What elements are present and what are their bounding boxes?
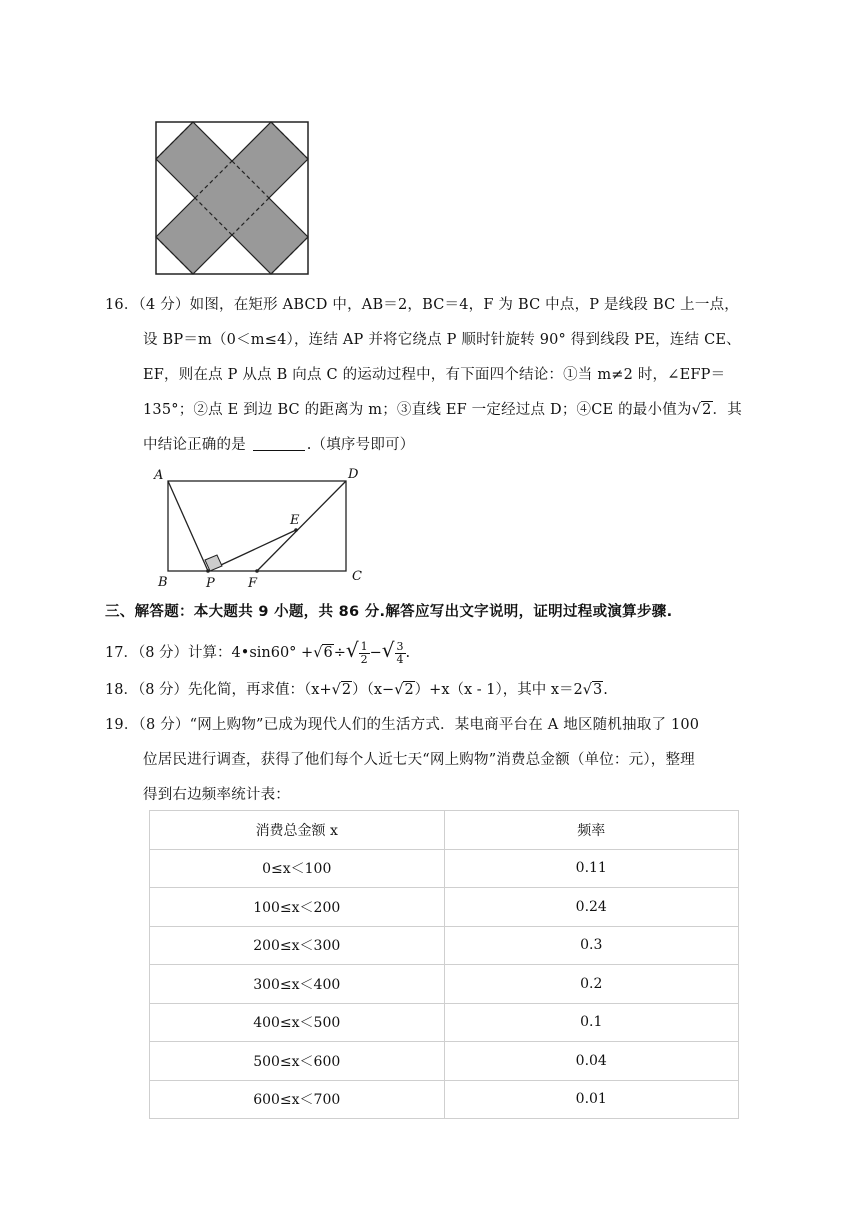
cell-freq: 0.3 (444, 926, 739, 965)
q16-line-1: 16．（4 分）如图，在矩形 ABCD 中，AB＝2，BC＝4，F 为 BC 中点，P 是线段 BC 上一点， (105, 297, 739, 313)
cross-figure (155, 121, 309, 275)
cell-freq: 0.11 (444, 849, 739, 888)
sqrt-frac-3-4: √ $\frac{3}{4}$ (381, 638, 404, 666)
label-e: E (290, 513, 300, 528)
q17-prefix: 17．（8 分）计算：4•sin60° + (105, 645, 314, 661)
q17-end: . (405, 645, 411, 661)
q18-end: . (603, 682, 608, 698)
q16-line-4-end: ．其 (712, 402, 742, 418)
q19-line-3: 得到右边频率统计表： (143, 787, 290, 803)
sqrt-frac-1-2: √ $\frac{1}{2}$ (345, 638, 368, 666)
q16-line-3: EF，则在点 P 从点 B 向点 C 的运动过程中，有下面四个结论：①当 m≠2 时，∠EFP＝ (143, 367, 726, 383)
label-d: D (348, 467, 359, 482)
cell-range: 400≤x＜500 (150, 1003, 445, 1042)
cell-freq: 0.04 (444, 1042, 739, 1081)
label-c: C (352, 569, 362, 584)
q16-line-5-text: 中结论正确的是 (143, 437, 246, 453)
question-17 (105, 636, 755, 670)
q17-divide: ÷ (333, 645, 346, 661)
q16-line-2: 设 BP＝m（0＜m≤4），连结 AP 并将它绕点 P 顺时针旋转 90° 得到线段 PE，连结 CE、 (143, 332, 741, 348)
frequency-table (149, 810, 739, 1119)
rectangle-figure (150, 466, 370, 591)
cell-range: 100≤x＜200 (150, 888, 445, 927)
q16-line-5 (105, 428, 745, 463)
table-header-row (150, 811, 739, 850)
label-p: P (206, 576, 215, 591)
cell-range: 500≤x＜600 (150, 1042, 445, 1081)
cell-range: 200≤x＜300 (150, 926, 445, 965)
cell-freq: 0.01 (444, 1080, 739, 1119)
header-amount: 消费总金额 x (150, 811, 445, 850)
table-row (150, 926, 739, 965)
q18-prefix: 18．（8 分）先化简，再求值：（x+ (105, 682, 332, 698)
sqrt-3: √3 (582, 682, 603, 698)
cell-freq: 0.1 (444, 1003, 739, 1042)
sqrt-expression: √2 (691, 402, 712, 418)
sqrt-2-b: √2 (394, 682, 414, 698)
cell-freq: 0.24 (444, 888, 739, 927)
cell-range: 0≤x＜100 (150, 849, 445, 888)
header-frequency: 频率 (444, 811, 739, 850)
q18-mid2: ）+x（x - 1），其中 x＝2 (414, 682, 583, 698)
table-row (150, 849, 739, 888)
table-row (150, 1042, 739, 1081)
question-18 (105, 673, 755, 707)
cell-freq: 0.2 (444, 965, 739, 1004)
label-a: A (154, 468, 164, 483)
section-3-heading: 三、解答题：本大题共 9 小题，共 86 分.解答应写出文字说明，证明过程或演算步骤. (105, 604, 673, 620)
label-b: B (158, 575, 168, 590)
q19-line-1: 19．（8 分）“网上购物”已成为现代人们的生活方式．某电商平台在 A 地区随机抽取了 100 (105, 717, 700, 733)
question-19 (105, 708, 745, 813)
table-row (150, 1080, 739, 1119)
q18-mid: ）（x− (352, 682, 395, 698)
cell-range: 300≤x＜400 (150, 965, 445, 1004)
table-row (150, 888, 739, 927)
label-f: F (248, 576, 258, 591)
table-row (150, 1003, 739, 1042)
q16-line-4-text: 135°；②点 E 到边 BC 的距离为 m；③直线 EF 一定经过点 D；④CE 的最小值为 (143, 402, 692, 418)
sqrt-6: √6 (313, 645, 333, 661)
answer-blank (253, 436, 305, 451)
q19-line-2: 位居民进行调查，获得了他们每个人近七天“网上购物”消费总金额（单位：元），整理 (143, 752, 695, 768)
table-row (150, 965, 739, 1004)
q16-line-4 (105, 393, 745, 428)
cell-range: 600≤x＜700 (150, 1080, 445, 1119)
question-16 (105, 288, 745, 463)
q16-line-5-end: .（填序号即可） (306, 437, 415, 453)
q17-minus: − (369, 645, 382, 661)
sqrt-2-a: √2 (331, 682, 352, 698)
